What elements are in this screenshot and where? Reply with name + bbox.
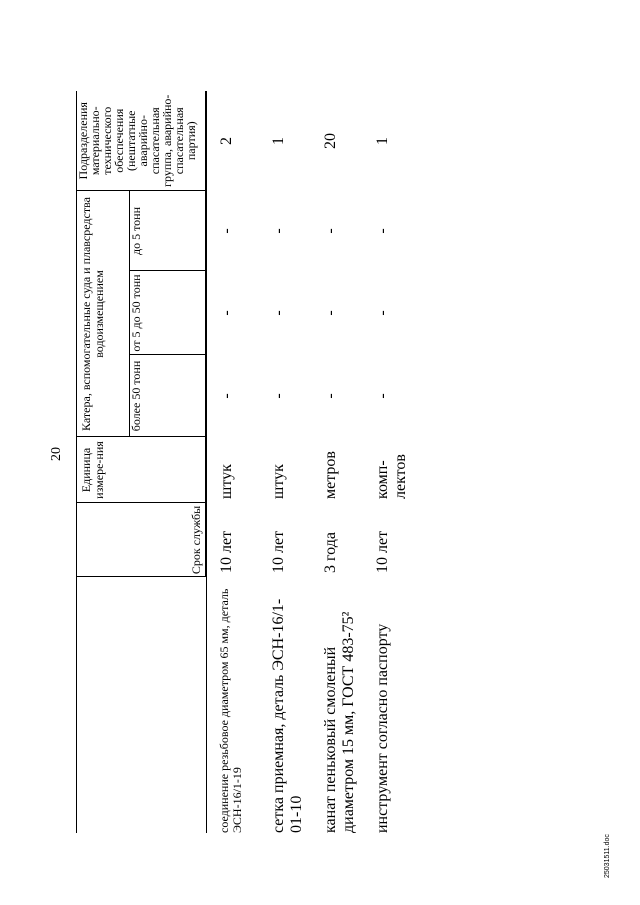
table-row	[312, 91, 364, 833]
row-name: соединение резьбовое диаметром 65 мм, деталь ЭСН-16/1-19	[217, 588, 244, 833]
rows-container	[76, 91, 596, 833]
row-name: инструмент согласно паспорту	[374, 623, 391, 833]
row-life: 10 лет	[218, 530, 235, 573]
row-unit: комп-лектов	[374, 454, 409, 499]
table-row	[260, 91, 312, 833]
row-name: канат пеньковый смоленый диаметром 15 мм, ГОСТ 483-75²	[322, 611, 357, 833]
table-row	[208, 91, 260, 833]
row-5to50: -	[322, 310, 339, 316]
row-mts: 20	[322, 133, 339, 149]
header-over-50: более 50 тонн	[130, 355, 206, 437]
row-upto5: -	[218, 228, 235, 234]
header-service-life: Срок службы	[77, 503, 206, 577]
header-unit: Единица измере-ния	[77, 437, 206, 503]
page-number: 20	[49, 447, 64, 461]
row-upto5: -	[374, 228, 391, 234]
row-unit: метров	[322, 451, 339, 499]
row-life: 3 года	[322, 532, 339, 573]
row-life: 10 лет	[374, 530, 391, 573]
row-5to50: -	[218, 310, 235, 316]
row-over50: -	[270, 393, 287, 399]
footer-file-code: 25031511.doc	[604, 834, 611, 878]
row-life: 10 лет	[270, 530, 287, 573]
row-mts: 1	[270, 137, 287, 145]
header-mts: Подразделения материально-технического обеспечения (нештатные аварийно-спасательная группа, аварийно-спасательная партия)	[77, 91, 206, 191]
row-mts: 1	[374, 137, 391, 145]
row-unit: штук	[270, 464, 287, 499]
table-row	[364, 91, 416, 833]
row-unit: штук	[218, 464, 235, 499]
row-mts: 2	[218, 137, 235, 145]
row-upto5: -	[322, 228, 339, 234]
row-upto5: -	[270, 228, 287, 234]
row-name: сетка приемная, деталь ЭСН-16/1-01-10	[270, 598, 305, 833]
row-over50: -	[374, 393, 391, 399]
row-over50: -	[218, 393, 235, 399]
header-vessel-group: Катера, вспомогательные суда и плавсредства водоизмещением	[77, 191, 130, 437]
row-5to50: -	[374, 310, 391, 316]
header-5-to-50: от 5 до 50 тонн	[130, 271, 206, 355]
row-5to50: -	[270, 310, 287, 316]
row-over50: -	[322, 393, 339, 399]
header-upto-5: до 5 тонн	[130, 191, 206, 271]
